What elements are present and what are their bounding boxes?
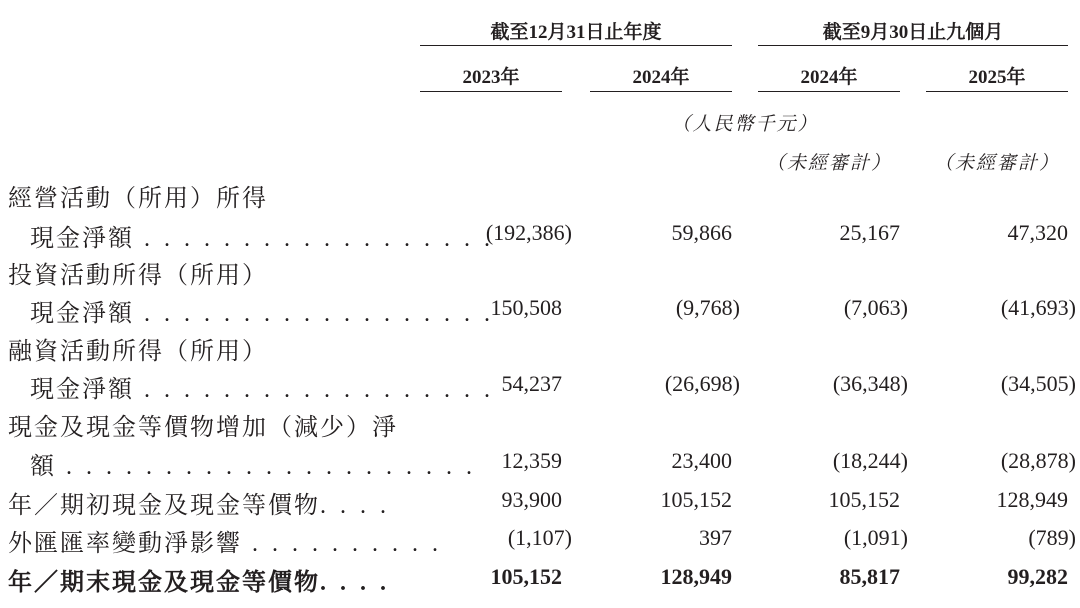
year-header-rule (590, 91, 732, 92)
cell-closing-2024: 128,949 (660, 564, 732, 589)
row-label-net-change: 現金及現金等價物增加（減少）淨 (8, 415, 398, 441)
cell-closing-2023: 105,152 (490, 564, 562, 589)
row-sublabel-text: 現金淨額 (30, 301, 134, 327)
row-label-closing-balance (8, 562, 390, 597)
cell-investing-2024-9m: (7,063) (843, 295, 908, 320)
row-sublabel-text: 現金淨額 (30, 377, 134, 403)
cell-financing-2024: (26,698) (664, 371, 740, 396)
year-header-2024-annual: 2024年 (632, 67, 690, 88)
cell-net-change-2024: 23,400 (671, 448, 732, 473)
cell-operating-2025-9m: 47,320 (1007, 220, 1068, 245)
cell-opening-2024: 105,152 (660, 487, 732, 512)
row-leader-dots: . . . . . . . . . . . . . . . . . . . . . (56, 454, 476, 480)
cell-investing-2024: (9,768) (675, 295, 740, 320)
cell-financing-2024-9m: (36,348) (832, 371, 908, 396)
unit-label: （人民幣千元） (671, 114, 819, 135)
row-sublabel (30, 369, 494, 404)
row-label-text: 年／期初現金及現金等價物 (8, 493, 320, 519)
row-leader-dots: . . . . . . . . . . (242, 531, 442, 557)
row-leader-dots: . . . . . . . . . . . . . . . . . . (134, 301, 494, 327)
header-group-interim: 截至9月30日止九個月 (822, 22, 1004, 43)
row-label-text: 年／期末現金及現金等價物 (8, 570, 320, 596)
year-header-2025: 2025年 (968, 67, 1026, 88)
row-label-text: 外匯匯率變動淨影響 (8, 531, 242, 557)
row-sublabel (30, 218, 494, 253)
row-sublabel-text: 現金淨額 (30, 226, 134, 252)
cell-financing-2023: 54,237 (501, 371, 562, 396)
year-header-rule (420, 91, 562, 92)
row-sublabel (30, 446, 476, 481)
year-header-rule (758, 91, 900, 92)
cell-financing-2025-9m: (34,505) (1000, 371, 1076, 396)
header-group-annual: 截至12月31日止年度 (490, 22, 662, 43)
cell-operating-2024: 59,866 (671, 220, 732, 245)
header-group-interim-rule (758, 45, 1068, 46)
row-label-operating: 經營活動（所用）所得 (8, 186, 268, 212)
cell-net-change-2024-9m: (18,244) (832, 448, 908, 473)
cell-investing-2025-9m: (41,693) (1000, 295, 1076, 320)
cell-opening-2023: 93,900 (501, 487, 562, 512)
cell-operating-2024-9m: 25,167 (839, 220, 900, 245)
cell-fx-2024-9m: (1,091) (843, 525, 908, 550)
cell-fx-2023: (1,107) (507, 525, 572, 550)
year-header-rule (926, 91, 1068, 92)
unaudited-label: （未經審計） (933, 153, 1060, 174)
cell-opening-2025-9m: 128,949 (996, 487, 1068, 512)
row-leader-dots: . . . . . . . . . . . . . . . . . . (134, 226, 494, 252)
row-label-investing: 投資活動所得（所用） (8, 263, 268, 289)
row-leader-dots: . . . . (320, 570, 390, 596)
row-label-opening-balance (8, 485, 390, 520)
year-header-2023: 2023年 (462, 67, 520, 88)
cell-closing-2024-9m: 85,817 (839, 564, 900, 589)
cell-closing-2025-9m: 99,282 (1007, 564, 1068, 589)
year-header-2024-interim: 2024年 (800, 67, 858, 88)
cell-fx-2024: 397 (699, 525, 732, 550)
row-label-financing: 融資活動所得（所用） (8, 339, 268, 365)
unaudited-label: （未經審計） (765, 153, 892, 174)
row-sublabel-text: 額 (30, 454, 56, 480)
cell-net-change-2025-9m: (28,878) (1000, 448, 1076, 473)
cell-opening-2024-9m: 105,152 (828, 487, 900, 512)
cell-investing-2023: 150,508 (490, 295, 562, 320)
header-group-annual-rule (420, 45, 732, 46)
cell-net-change-2023: 12,359 (501, 448, 562, 473)
row-leader-dots: . . . . . . . . . . . . . . . . . . (134, 377, 494, 403)
cell-operating-2023: (192,386) (485, 220, 572, 245)
row-sublabel (30, 293, 494, 328)
cell-fx-2025-9m: (789) (1028, 525, 1076, 550)
row-label-fx-effect (8, 523, 442, 558)
row-leader-dots: . . . . (320, 493, 390, 519)
